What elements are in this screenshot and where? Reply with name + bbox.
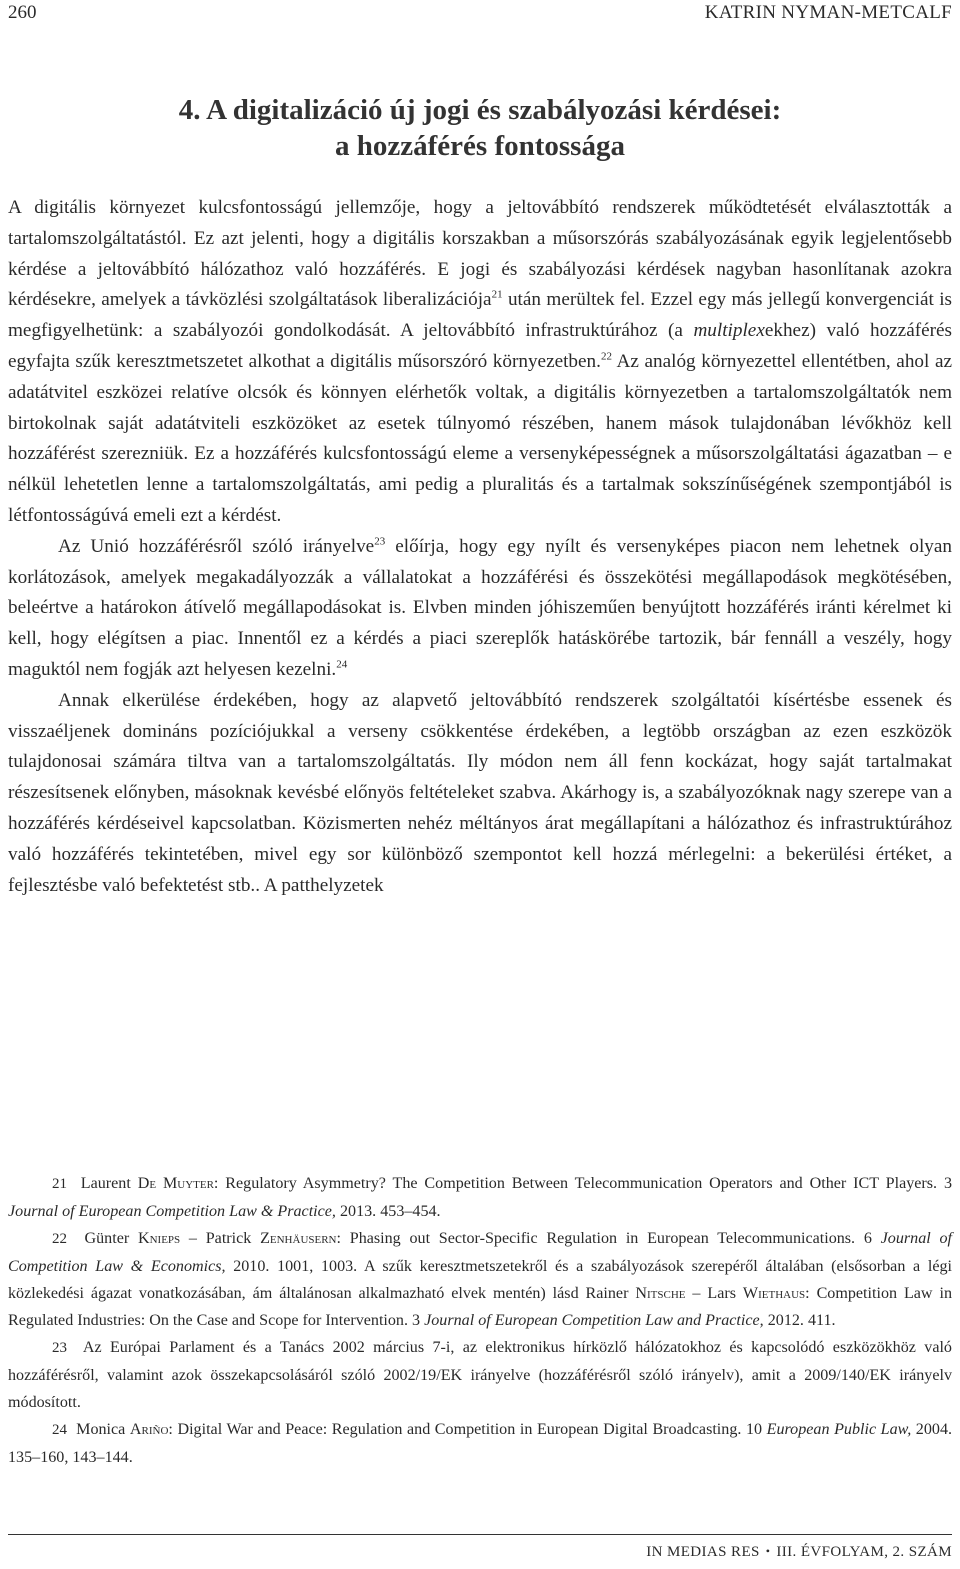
term-multiplex: multiplex: [693, 320, 765, 342]
footnote-22-author-2-first: – Patrick: [180, 1230, 261, 1247]
paragraph-1-text-c: ekhez) való hozzáférés egyfajta szűk keresztmetszetet alkothat a digitális műsorszóró környezetben.: [8, 320, 952, 372]
footnote-24-text-a: : Digital War and Peace: Regulation and Competition in European Digital Broadcasting. 10: [168, 1421, 767, 1438]
footnote-22-text-d: 2012. 411.: [763, 1312, 836, 1329]
footer-issue: III. ÉVFOLYAM, 2. SZÁM: [776, 1544, 952, 1560]
footnote-24-author-surname: Ariño: [129, 1421, 169, 1438]
footnote-23: [8, 1334, 952, 1416]
footnote-24-journal: European Public Law,: [766, 1421, 912, 1438]
footnote-22-author-3-surname: Nitsche: [635, 1285, 686, 1302]
footnote-ref-24[interactable]: 24: [336, 658, 348, 671]
page-footer: [646, 1544, 952, 1561]
paragraph-2: [8, 532, 952, 686]
paragraph-1-text-b: után merültek fel. Ezzel egy más jellegű konvergenciát is megfigyelhetünk: a szabályozói gondolkodását. A jeltovábbító infrastruktúrához (a: [8, 289, 952, 342]
paragraph-1-text-a: A digitális környezet kulcsfontosságú jellemzője, hogy a jeltovábbító rendszerek működtetését elválasztották a tartalomszolgáltatástól. Ez azt jelenti, hogy a digitális korszakban a műsorszórás szabályozásának egyik legjelentősebb kérdése a jeltovábbító hálózathoz való hozzáférés. E jogi és szabályozási kérdések nagyban hasonlítanak azokra kérdésekre, amelyek a távközlési szolgáltatások liberalizációja: [8, 197, 952, 311]
footnote-22-author-2-surname: Zenhäusern: [260, 1230, 337, 1247]
footnote-22-text-c: : Competition Law in Regulated Industries: On the Case and Scope for Intervention. 3: [8, 1285, 953, 1329]
footnote-ref-22[interactable]: 22: [600, 350, 612, 363]
footnote-24: [8, 1416, 952, 1471]
footnote-23-number: 23: [52, 1340, 67, 1356]
footer-rule: [8, 1534, 952, 1535]
section-title-line-1: 4. A digitalizáció új jogi és szabályozási kérdései:: [178, 94, 782, 126]
footnote-22-text-b: 2010. 1001, 1003. A szűk keresztmetszetekről és a szabályozások szerepéről általában (elsősorban a légi közlekedési ágazat vonatkozásában, ám általánosan alkalmazható elvek mentén) lásd Rainer: [8, 1258, 953, 1302]
footnote-22-number: 22: [52, 1231, 67, 1247]
footnote-22-author-4-first: – Lars: [685, 1285, 743, 1302]
page-header: [8, 2, 952, 32]
running-head-author: KATRIN NYMAN-METCALF: [704, 2, 952, 23]
footnote-24-author-first: Monica: [76, 1421, 130, 1438]
footnote-21-author-first: Laurent: [80, 1175, 138, 1192]
footnote-22-author-1-first: Günter: [84, 1230, 138, 1247]
footnote-21-text-a: : Regulatory Asymmetry? The Competition Between Telecommunication Operators and Other ICT Players. 3: [213, 1175, 952, 1192]
paragraph-2-text-b: előírja, hogy egy nyílt és versenyképes piacon nem lehetnek olyan korlátozások, amelyek megakadályozzák a vállalatokat a hozzáférési és összekötési megállapodások megkötésében, beleértve a határokon átívelő megállapodásokat is. Elvben minden jóhiszeműen benyújtott hozzáférés iránti kérelmet ki kell, hogy elégítsen a piac. Innentől ez a kérdés a piaci szereplők hatáskörébe tartozik, bár fennáll a veszély, hogy maguktól nem fogják azt helyesen kezelni.: [8, 535, 952, 680]
footnote-22-journal-1: Journal of Competition Law & Economics,: [8, 1230, 952, 1275]
footnote-21-author-surname: De Muyter: [137, 1175, 214, 1192]
footnote-21-text-b: 2013. 453–454.: [335, 1203, 441, 1220]
footnote-24-text-b: 2004. 135–160, 143–144.: [8, 1421, 953, 1466]
footnote-24-number: 24: [52, 1422, 67, 1438]
paragraph-2-text-a: Az Unió hozzáférésről szóló irányelve: [58, 535, 375, 557]
section-title-line-2: a hozzáférés fontossága: [335, 130, 625, 162]
paragraph-1: [8, 193, 952, 532]
footnote-21-journal: Journal of European Competition Law & Practice,: [8, 1203, 336, 1220]
footnote-23-text: Az Európai Parlament és a Tanács 2002 március 7-i, az elektronikus hírközlő hálózatokhoz és kapcsolódó eszközökhöz való hozzáférésről, valamint azok összekapcsolásáról szóló 2002/19/EK irányelve (hozzáférésről szóló irányelv), amit a 2009/140/EK irányelv módosított.: [8, 1339, 952, 1411]
footnote-ref-21[interactable]: 21: [491, 289, 503, 301]
footnote-21-number: 21: [52, 1176, 67, 1192]
footnote-21: [8, 1170, 952, 1225]
paragraph-3: Annak elkerülése érdekében, hogy az alapvető jeltovábbító rendszerek szolgáltatói kísértésbe essenek és visszaéljenek domináns pozíciójukkal a verseny csökkentése érdekében, a legtöbb országban az ezen eszközök tulajdonosai számára tiltva van a tartalomszolgáltatás. Ily módon nem áll fenn kockázat, hogy saját tartalmakat részesítsenek előnyben, másoknak kevésbé előnyös feltételeket szabva. Akárhogy is, a szabályozóknak nagy szerepe van a hozzáférés kérdéseivel kapcsolatban. Közismerten nehéz méltányos árat megállapítani a hálózathoz és infrastruktúrához való hozzáférés tekintetében, mivel egy sor különböző szempontot kell hozzá mérlegelni: a bekerülési értéket, a fejlesztésbe való befektetést stb.. A patthelyzetek: [8, 689, 952, 896]
footnote-22-author-4-surname: Wiethaus: [742, 1285, 806, 1302]
footer-separator: •: [765, 1544, 771, 1558]
page-number: 260: [8, 2, 37, 23]
footnote-22: [8, 1225, 952, 1334]
body-text: [8, 193, 952, 901]
paragraph-1-text-d: Az analóg környezettel ellentétben, ahol az adatátvitel eszközei relatíve olcsók és könnyen elérhetők voltak, a digitális környezetben a tartalomszolgáltatók nem birtokolnak saját adatátviteli eszközöket az esetek túlnyomó részében, hanem mások tulajdonában lévőkhöz kell hozzáférést szerezniük. Ez a hozzáférés kulcsfontosságú eleme a versenyképességnek a műsorszolgáltatási ágazatban – e nélkül lehetetlen lenne a tartalomszolgáltatás, ami pedig a pluralitás és a tartalmak sokszínűségének szempontjából is létfontosságúvá emeli ezt a kérdést.: [8, 350, 952, 526]
footer-journal-name: IN MEDIAS RES: [646, 1544, 760, 1560]
footnote-ref-23[interactable]: 23: [374, 535, 386, 548]
footnote-22-journal-2: Journal of European Competition Law and Practice,: [424, 1312, 764, 1329]
footnotes: [8, 1170, 952, 1471]
footnote-22-author-1-surname: Knieps: [137, 1230, 181, 1247]
footnote-22-text-a: : Phasing out Sector-Specific Regulation in European Telecommunications. 6: [336, 1230, 881, 1247]
section-title: [0, 92, 960, 164]
